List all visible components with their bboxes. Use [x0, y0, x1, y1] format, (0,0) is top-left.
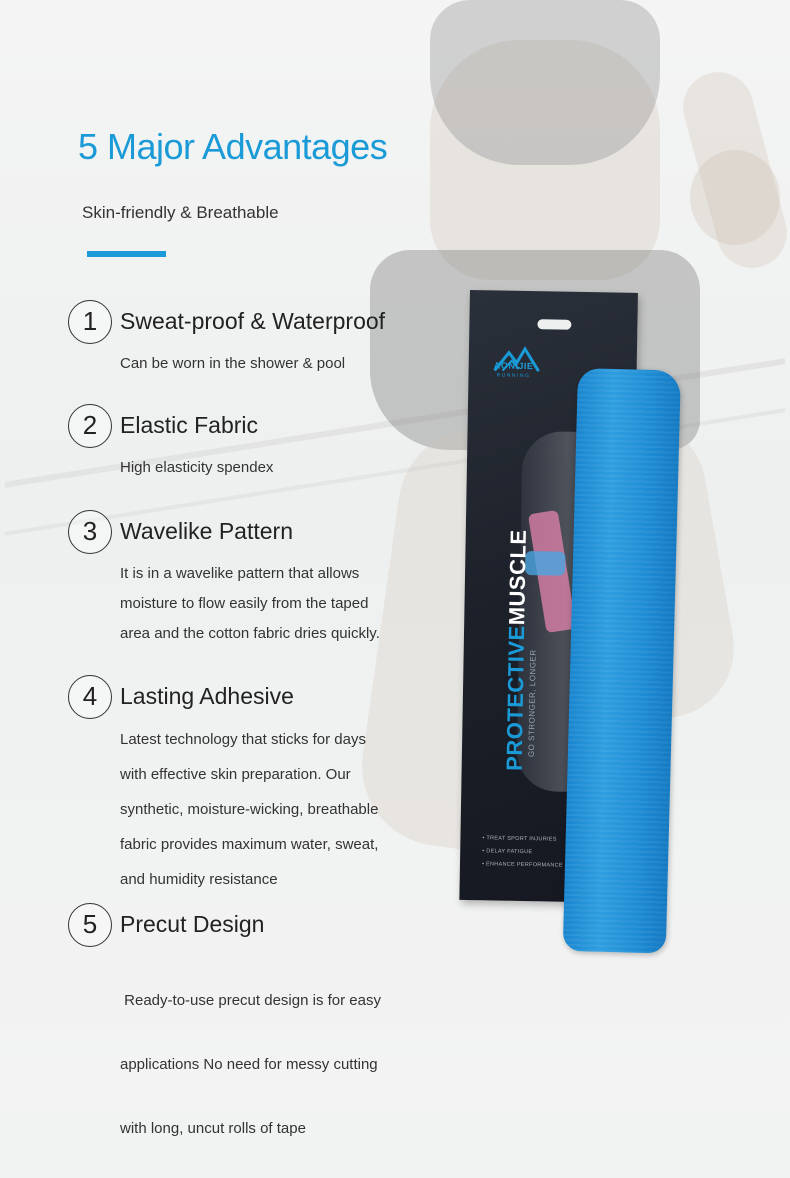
description-line: Ready-to-use precut design is for easy	[120, 992, 381, 1009]
description-line: and humidity resistance	[120, 871, 278, 888]
package-brand: AONIJIE	[493, 360, 534, 372]
package-tagline: GO STRONGER, LONGER	[526, 649, 538, 758]
accent-divider	[87, 251, 166, 257]
description-line: It is in a wavelike pattern that allows	[120, 565, 360, 582]
advantage-description	[120, 349, 345, 379]
runner-top	[430, 0, 660, 165]
advantage-description	[120, 453, 273, 483]
number-badge: 2	[68, 404, 112, 448]
description-line: synthetic, moisture-wicking, breathable	[120, 801, 379, 818]
hang-hole	[537, 319, 571, 330]
advantage-heading: Wavelike Pattern	[120, 518, 293, 544]
page-subtitle: Skin-friendly & Breathable	[82, 203, 279, 222]
description-line: Can be worn in the shower & pool	[120, 355, 346, 372]
page-title: 5 Major Advantages	[78, 126, 388, 167]
description-line: Latest technology that sticks for days	[120, 731, 366, 748]
number-badge: 1	[68, 300, 112, 344]
advantage-heading: Lasting Adhesive	[120, 683, 294, 709]
description-line: with long, uncut rolls of tape	[120, 1120, 306, 1137]
advantage-description	[120, 952, 381, 1178]
runner-fist	[690, 150, 780, 245]
number-badge: 4	[68, 675, 112, 719]
product-name-word: MUSCLE	[504, 529, 531, 626]
advantage-heading: Elastic Fabric	[120, 412, 259, 438]
kinesiology-tape-strip	[563, 368, 681, 953]
number-badge: 3	[68, 510, 112, 554]
number-badge: 5	[68, 903, 112, 947]
advantage-heading: Sweat-proof & Waterproof	[120, 308, 386, 334]
description-line: with effective skin preparation. Our	[120, 766, 351, 783]
advantage-description	[120, 559, 380, 649]
description-line: High elasticity spendex	[120, 459, 274, 476]
package-brand-sub: RUNNING	[496, 372, 531, 380]
advantage-heading: Precut Design	[120, 911, 265, 937]
description-line: moisture to flow easily from the taped	[120, 595, 369, 612]
package-feature: • DELAY FATIGUE	[482, 848, 533, 856]
description-line: applications No need for messy cutting	[120, 1056, 378, 1073]
package-feature: • ENHANCE PERFORMANCE	[481, 861, 563, 869]
package-feature: • TREAT SPORT INJURIES	[482, 835, 557, 843]
advantage-description	[120, 722, 378, 897]
description-line: area and the cotton fabric dries quickly.	[120, 625, 380, 642]
description-line: fabric provides maximum water, sweat,	[120, 836, 379, 853]
product-name-word: PROTECTIVE	[501, 625, 530, 772]
